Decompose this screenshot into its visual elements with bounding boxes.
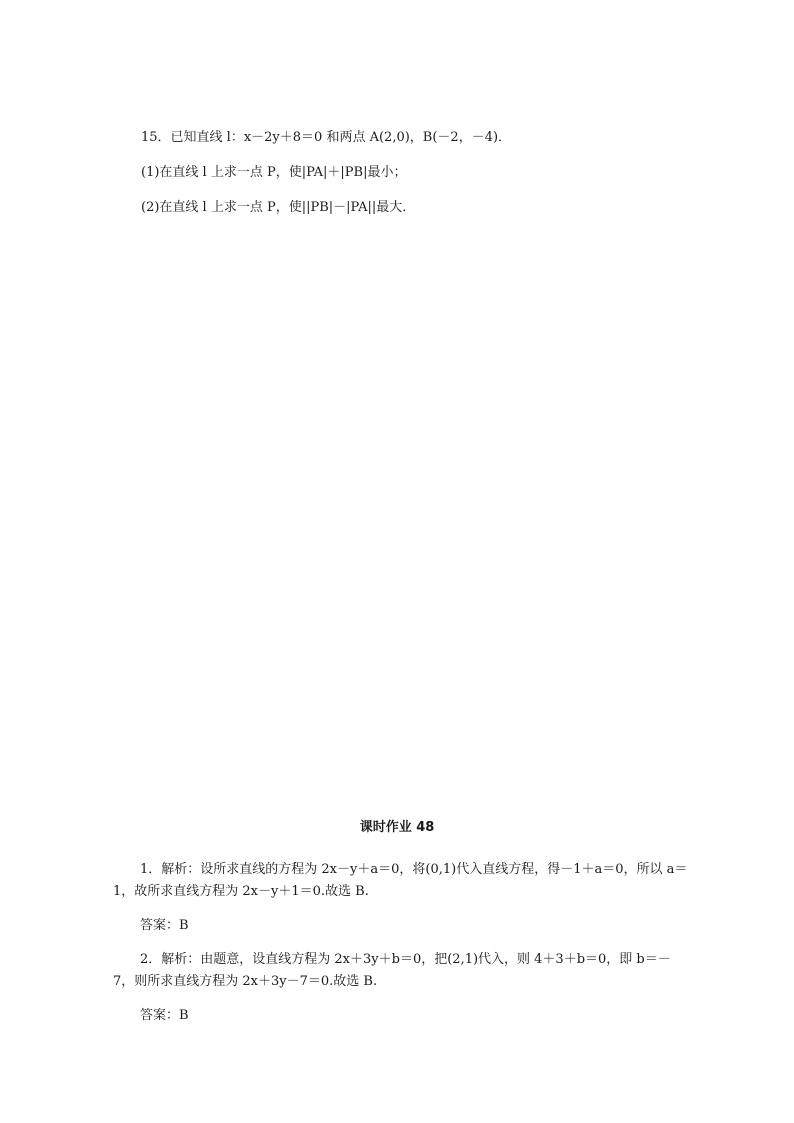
solution-2-line-1: 2．解析：由题意，设直线方程为 2x＋3y＋b＝0，把(2,1)代入，则 4＋3＋b＝0，即 b＝－: [140, 952, 671, 967]
solution-2-answer: 答案：B: [140, 1008, 189, 1023]
problem-15-part-2: (2)在直线 l 上求一点 P，使||PB|－|PA||最大．: [141, 200, 416, 215]
solution-2-line-2: 7，则所求直线方程为 2x＋3y－7＝0.故选 B.: [113, 974, 378, 989]
solution-1-line-1: 1．解析：设所求直线的方程为 2x－y＋a＝0，将(0,1)代入直线方程，得－1＋a＝0，所以 a＝: [140, 862, 688, 877]
solution-1-answer: 答案：B: [140, 918, 189, 933]
solution-1-line-2: 1，故所求直线方程为 2x－y＋1＝0.故选 B.: [113, 884, 369, 899]
section-title: 课时作业 48: [359, 820, 435, 835]
problem-15-stem: 15．已知直线 l：x－2y＋8＝0 和两点 A(2,0)，B(－2，－4)．: [141, 130, 512, 145]
problem-15-part-1: (1)在直线 l 上求一点 P，使|PA|＋|PB|最小；: [141, 165, 407, 180]
